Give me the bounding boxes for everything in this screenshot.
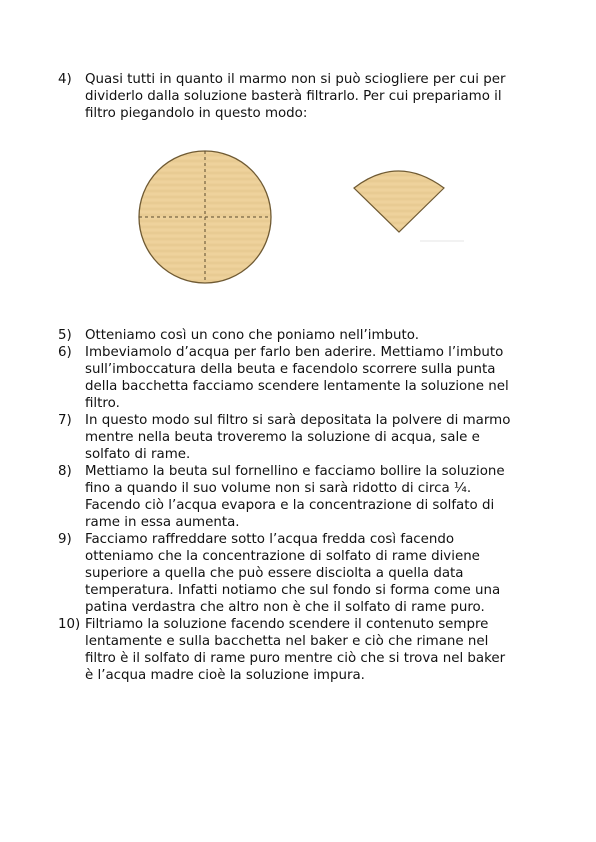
text-line: patina verdastra che altro non è che il solfato di rame puro.	[85, 600, 485, 615]
text-line: Filtriamo la soluzione facendo scendere il contenuto sempre	[85, 617, 489, 632]
text-line: filtro è il solfato di rame puro mentre ciò che si trova nel baker	[85, 651, 506, 666]
text-line: Quasi tutti in quanto il marmo non si può sciogliere per cui per	[85, 72, 506, 87]
text-line: Facciamo raffreddare sotto l’acqua fredda così facendo	[85, 532, 455, 547]
step-number: 4)	[58, 72, 72, 87]
text-line: è l’acqua madre cioè la soluzione impura.	[85, 668, 365, 683]
step-item-8	[58, 463, 548, 533]
step-text	[85, 463, 550, 531]
step-text	[85, 344, 550, 412]
text-line: Facendo ciò l’acqua evapora e la concentrazione di solfato di	[85, 498, 495, 513]
text-line: temperatura. Infatti notiamo che sul fondo si forma come una	[85, 583, 501, 598]
text-line: Imbeviamolo d’acqua per farlo ben aderire. Mettiamo l’imbuto	[85, 345, 504, 360]
step-number: 5)	[58, 328, 72, 343]
step-text	[85, 412, 550, 463]
text-line: Otteniamo così un cono che poniamo nell’imbuto.	[85, 328, 419, 343]
step-text	[85, 327, 550, 344]
text-line: filtro.	[85, 396, 120, 411]
text-line: mentre nella beuta troveremo la soluzione di acqua, sale e	[85, 430, 480, 445]
step-item-9	[58, 531, 548, 618]
step-item-7	[58, 412, 548, 466]
step-number: 10)	[58, 617, 81, 632]
step-item-10	[58, 616, 548, 686]
text-line: lentamente e sulla bacchetta nel baker e ciò che rimane nel	[85, 634, 489, 649]
step-item-5	[58, 327, 548, 345]
step-item-6	[58, 344, 548, 414]
step-number: 8)	[58, 464, 72, 479]
text-line: superiore a quella che può essere disciolta a quella data	[85, 566, 464, 581]
step-text	[85, 531, 550, 616]
folded-filter-cone	[350, 168, 468, 246]
text-line: fino a quando il suo volume non si sarà ridotto di circa ¼.	[85, 481, 472, 496]
text-line: della bacchetta facciamo scendere lentamente la soluzione nel	[85, 379, 509, 394]
text-line: In questo modo sul filtro si sarà depositata la polvere di marmo	[85, 413, 511, 428]
step-number: 9)	[58, 532, 72, 547]
filter-paper-circle	[136, 148, 274, 286]
text-line: Mettiamo la beuta sul fornellino e facciamo bollire la soluzione	[85, 464, 505, 479]
text-line: rame in essa aumenta.	[85, 515, 240, 530]
step-item-4	[58, 71, 548, 125]
text-line: sull’imboccatura della beuta e facendolo scorrere sulla punta	[85, 362, 496, 377]
text-line: filtro piegandolo in questo modo:	[85, 106, 308, 121]
text-line: solfato di rame.	[85, 447, 191, 462]
text-line: dividerlo dalla soluzione basterà filtrarlo. Per cui prepariamo il	[85, 89, 502, 104]
step-number: 7)	[58, 413, 72, 428]
step-number: 6)	[58, 345, 72, 360]
text-line: otteniamo che la concentrazione di solfato di rame diviene	[85, 549, 480, 564]
step-text	[85, 616, 550, 684]
step-text	[85, 71, 550, 122]
